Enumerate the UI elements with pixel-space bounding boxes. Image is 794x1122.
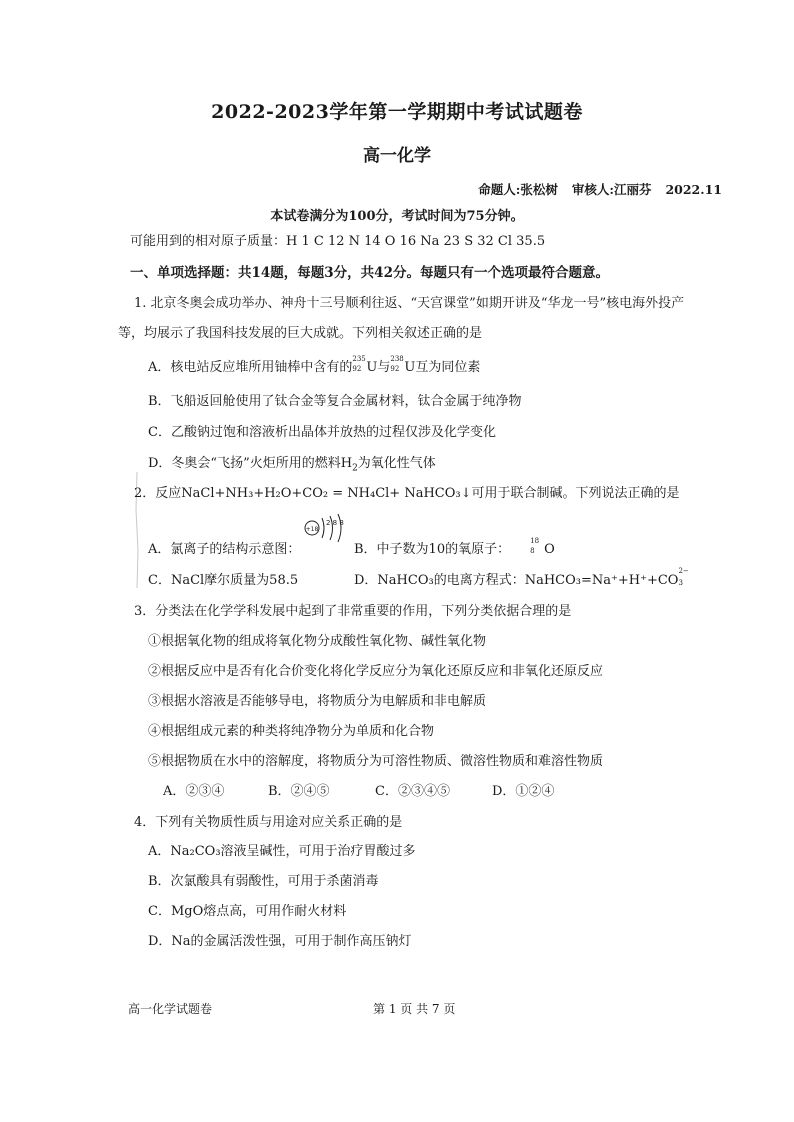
atomic-masses: 可能用到的相对原子质量：H 1 C 12 N 14 O 16 Na 23 S 32 Cl 35.5 (130, 234, 546, 249)
svg-text:+18: +18 (305, 526, 319, 533)
q1-option-a: A．核电站反应堆所用铀棒中含有的 235 92 U与 238 92 U互为同位素 (148, 355, 481, 375)
q3-item-1: ①根据氧化物的组成将氧化物分成酸性氧化物、碱性氧化物 (148, 634, 487, 649)
q3-option-a: A．②③④ (163, 784, 225, 799)
author-line (464, 180, 722, 198)
q2-stem: 2．反应NaCl+NH₃+H₂O+CO₂ = NH₄Cl+ NaHCO₃↓可用于联合制碱。下列说法正确的是 (134, 486, 680, 501)
oxygen-18-isotope: 18 8 (530, 537, 540, 555)
q3-item-5: ⑤根据物质在水中的溶解度，将物质分为可溶性物质、微溶性物质和难溶性物质 (148, 754, 604, 769)
q2-option-a: A．氯离子的结构示意图： (148, 542, 301, 557)
chloride-ion-structure-diagram (303, 513, 353, 553)
footer-subject: 高一化学试题卷 (128, 1002, 213, 1016)
q4-stem: 4．下列有关物质性质与用途对应关系正确的是 (134, 815, 403, 830)
q3-option-c: C．②③④⑤ (375, 784, 450, 799)
q1-stem-line1: 1. 北京冬奥会成功举办、神舟十三号顺利往返、“天宫课堂”如期开讲及“华龙一号”核电海外投产 (134, 296, 685, 311)
svg-text:2 8 8: 2 8 8 (326, 519, 344, 527)
q1-stem-line2: 等，均展示了我国科技发展的巨大成就。下列相关叙述正确的是 (118, 326, 483, 341)
exam-title: 2022-2023学年第一学期期中考试试题卷 (211, 101, 583, 123)
uranium-238-isotope: 238 92 (390, 355, 404, 373)
page-number: 第 1 页 共 7 页 (373, 1002, 456, 1016)
q1-option-d: D．冬奥会“飞扬”火炬所用的燃料$H_2$为氧化性气体 (148, 456, 436, 474)
q3-stem: 3．分类法在化学学科发展中起到了非常重要的作用，下列分类依据合理的是 (134, 604, 572, 619)
q3-item-3: ③根据水溶液是否能够导电，将物质分为电解质和非电解质 (148, 694, 487, 709)
q2-option-d: D．NaHCO₃的电离方程式：NaHCO₃=Na⁺+H⁺+CO 2− 3 (354, 567, 689, 588)
reviewer: 审核人:江丽芬 (571, 182, 652, 197)
q4-option-d: D．Na的金属活泼性强，可用于制作高压钠灯 (148, 934, 412, 949)
q3-item-4: ④根据组成元素的种类将纯净物分为单质和化合物 (148, 724, 435, 739)
exam-info: 本试卷满分为100分，考试时间为75分钟。 (270, 209, 524, 224)
q2-option-b: B．中子数为10的氧原子： 18 8 O (354, 537, 555, 557)
q2-option-c: C．NaCl摩尔质量为58.5 (148, 573, 299, 588)
author: 命题人:张松树 (478, 182, 558, 197)
carbonate-charge: 2− 3 (678, 567, 689, 587)
uranium-235-isotope: 235 92 (352, 355, 366, 373)
exam-date: 2022.11 (665, 182, 722, 197)
q1-option-b: B．飞船返回舱使用了钛合金等复合金属材料，钛合金属于纯净物 (148, 394, 522, 409)
section-heading: 一、单项选择题：共14题，每题3分，共42分。每题只有一个选项最符合题意。 (130, 265, 609, 281)
subject-title: 高一化学 (363, 146, 431, 166)
q3-option-b: B．②④⑤ (268, 784, 330, 799)
q4-option-a: A．Na₂CO₃溶液呈碱性，可用于治疗胃酸过多 (148, 844, 416, 859)
q3-item-2: ②根据反应中是否有化合价变化将化学反应分为氧化还原反应和非氧化还原反应 (148, 664, 604, 679)
q1-option-c: C．乙酸钠过饱和溶液析出晶体并放热的过程仅涉及化学变化 (148, 425, 496, 440)
q4-option-b: B．次氯酸具有弱酸性，可用于杀菌消毒 (148, 874, 379, 889)
q4-option-c: C．MgO熔点高，可用作耐火材料 (148, 904, 347, 919)
q3-option-d: D．①②④ (492, 784, 555, 799)
